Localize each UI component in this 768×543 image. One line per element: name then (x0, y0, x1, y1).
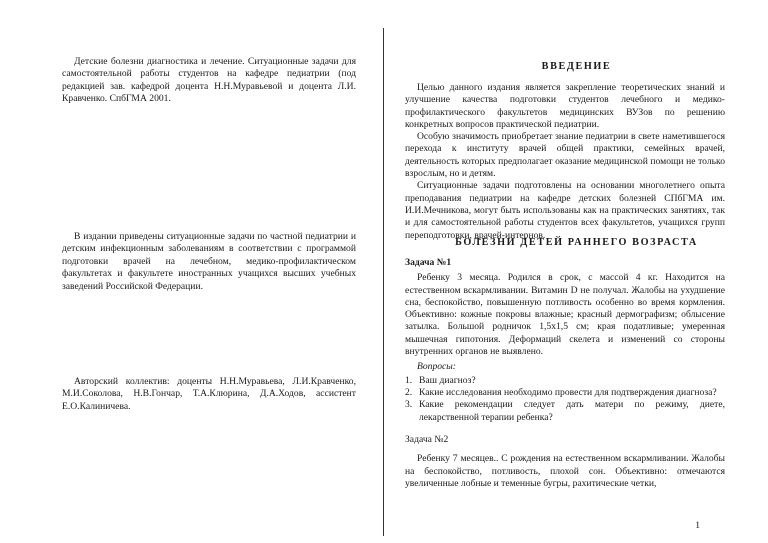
section-heading: БОЛЕЗНИ ДЕТЕЙ РАННЕГО ВОЗРАСТА (455, 237, 698, 248)
question-number: 1. (405, 374, 413, 386)
question-text: Какие рекомендации следует дать матери по режиму, диете, лекарственной терапии ребенка? (419, 399, 725, 423)
questions-list (405, 375, 725, 424)
task1-block (405, 257, 725, 424)
question-item (405, 387, 725, 399)
task2-text: Ребенку 7 месяцев.. С рождения на естественном вскармливании. Жалобы на беспокойство, потливость, плохой сон. Объективно: отмечаются увеличенные лобные и теменные бугры, рахитические четки, (405, 453, 725, 489)
authors-paragraph: Авторский коллектив: доценты Н.Н.Муравьева, Л.И.Кравченко, М.И.Соколова, Н.В.Гончар, Т.А.Клюрина, Д.А.Ходов, ассистент Е.О.Калиничева. (62, 376, 356, 412)
annotation-paragraph: В издании приведены ситуационные задачи по частной педиатрии и детским инфекционным заболеваниям в соответствии с программой подготовки врачей на лечебном, медико-профилактическом факультетах и факультете иностранных учащихся высших учебных заведений Российской Федерации. (62, 231, 356, 292)
task2-block (405, 434, 725, 490)
question-item (405, 399, 725, 424)
intro-section (405, 82, 725, 242)
question-number: 3. (405, 399, 413, 411)
right-page (385, 0, 768, 543)
question-number: 2. (405, 386, 413, 398)
page-divider (383, 28, 384, 536)
intro-paragraph: Ситуационные задачи подготовлены на основании многолетнего опыта преподавания педиатрии на кафедре детских болезней СПбГМА им. И.И.Мечникова, могут быть использованы как на практических занятиях, так и для самостоятельной работы студентов всех факультетов, учащихся групп переподготовки, врачей-интернов. (405, 180, 725, 241)
intro-paragraph: Целью данного издания является закрепление теоретических знаний и улучшение качества подготовки студентов лечебного и медико-профилактического факультетов медицинских ВУЗов по решению конкретных вопросов практической педиатрии. (405, 82, 725, 130)
intro-paragraph: Особую значимость приобретает знание педиатрии в свете наметившегося перехода к институту врачей общей практики, семейных врачей, деятельность которых предполагает оказание медицинской помощи не только взрослым, но и детям. (405, 131, 725, 180)
page-number: 1 (695, 520, 700, 531)
left-page (0, 0, 383, 543)
question-item (405, 375, 725, 387)
citation-paragraph: Детские болезни диагностика и лечение. Ситуационные задачи для самостоятельной работы студентов на кафедре педиатрии (под редакцией зав. кафедрой доцента Н.Н.Муравьевой и доцента Л.И. Кравченко. СпбГМА 2001. (62, 56, 356, 105)
intro-heading: ВВЕДЕНИЕ (541, 61, 612, 72)
task1-text: Ребенку 3 месяца. Родился в срок, с массой 4 кг. Находится на естественном вскармливании. Витамин D не получал. Жалобы на ухудшение сна, беспокойство, повышенную потливость особенно во время кормления. Объективно: кожные покровы влажные; красный дермографизм; облысение затылка. Большой родничок 1,5х1,5 см; края податливые; умеренная мышечная гипотония. Деформаций скелета и изменений со стороны внутренних органов не выявлено. (405, 272, 725, 358)
question-text: Какие исследования необходимо провести для подтверждения диагноза? (419, 386, 717, 398)
task1-title: Задача №1 (405, 257, 452, 268)
question-text: Ваш диагноз? (419, 374, 476, 386)
questions-label: Вопросы: (417, 361, 456, 373)
task2-title: Задача №2 (405, 434, 449, 445)
